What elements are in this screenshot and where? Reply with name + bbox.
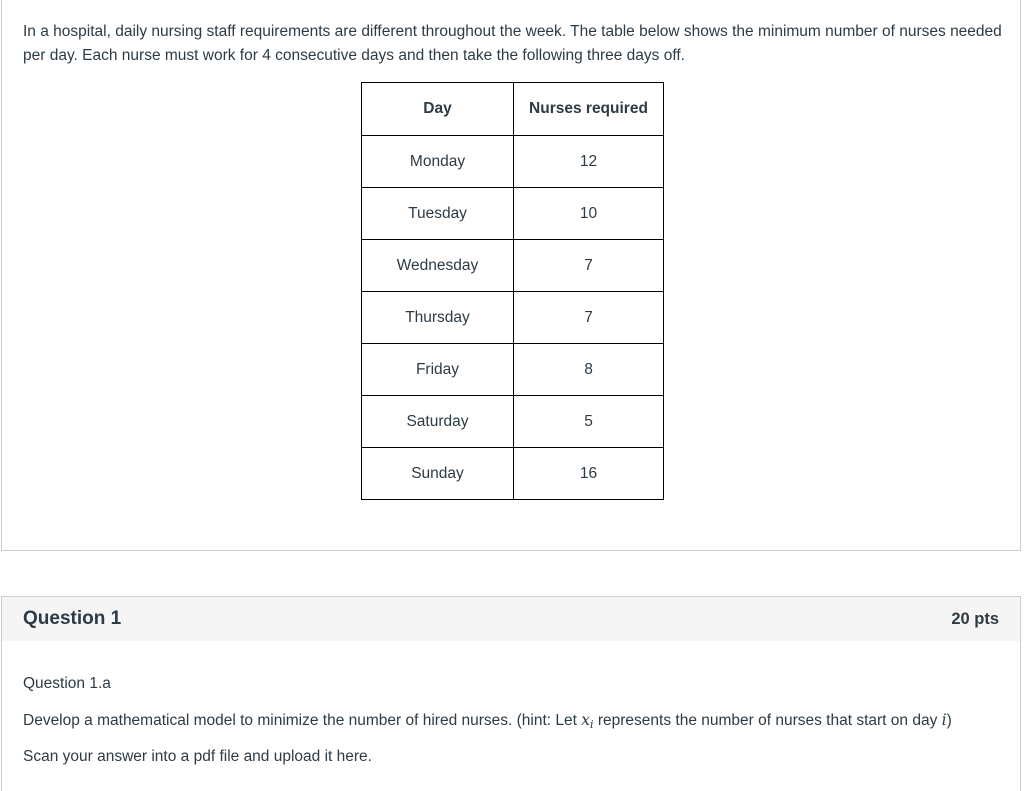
table-row: [362, 188, 664, 240]
table-row: [362, 136, 664, 188]
table-cell-day: Thursday: [362, 292, 514, 344]
intro-text: In a hospital, daily nursing staff requirements are different throughout the week. The table below shows the minimum number of nurses needed per day. Each nurse must work for 4 consecutive days and then take the following three days off.: [23, 23, 1002, 64]
table-row: [362, 240, 664, 292]
table-header-row: [362, 83, 664, 136]
question-body: [1, 641, 1021, 791]
table-cell-nurses: 7: [514, 240, 664, 292]
table-header-nurses: Nurses required: [514, 83, 664, 136]
table-cell-nurses: 10: [514, 188, 664, 240]
question-prompt-middle: represents the number of nurses that start on day: [593, 712, 942, 729]
question-prompt-before: Develop a mathematical model to minimize the number of hired nurses. (hint: Let: [23, 712, 582, 729]
table-cell-nurses: 7: [514, 292, 664, 344]
table-cell-day: Saturday: [362, 396, 514, 448]
table-row: [362, 292, 664, 344]
table-cell-day: Friday: [362, 344, 514, 396]
table-cell-nurses: 5: [514, 396, 664, 448]
table-row: [362, 396, 664, 448]
question-points: 20 pts: [951, 610, 999, 628]
question-header: [1, 596, 1021, 642]
question-subtitle: Question 1.a: [23, 675, 111, 692]
table-row: [362, 344, 664, 396]
nurse-requirements-table: [361, 82, 664, 500]
table-cell-nurses: 16: [514, 448, 664, 500]
table-row: [362, 448, 664, 500]
intro-panel: [1, 0, 1021, 551]
question-prompt: [23, 711, 952, 731]
question-title: Question 1: [23, 608, 122, 629]
table-cell-day: Tuesday: [362, 188, 514, 240]
math-day-variable: i: [941, 711, 947, 729]
math-variable: x: [581, 711, 591, 729]
table-cell-nurses: 8: [514, 344, 664, 396]
table-cell-day: Wednesday: [362, 240, 514, 292]
question-prompt-after: ): [946, 712, 952, 729]
table-cell-nurses: 12: [514, 136, 664, 188]
question-instructions: Scan your answer into a pdf file and upload it here.: [23, 748, 372, 765]
math-variable-subscript: i: [590, 718, 594, 731]
table-cell-day: Sunday: [362, 448, 514, 500]
table-header-day: Day: [362, 83, 514, 136]
table-cell-day: Monday: [362, 136, 514, 188]
